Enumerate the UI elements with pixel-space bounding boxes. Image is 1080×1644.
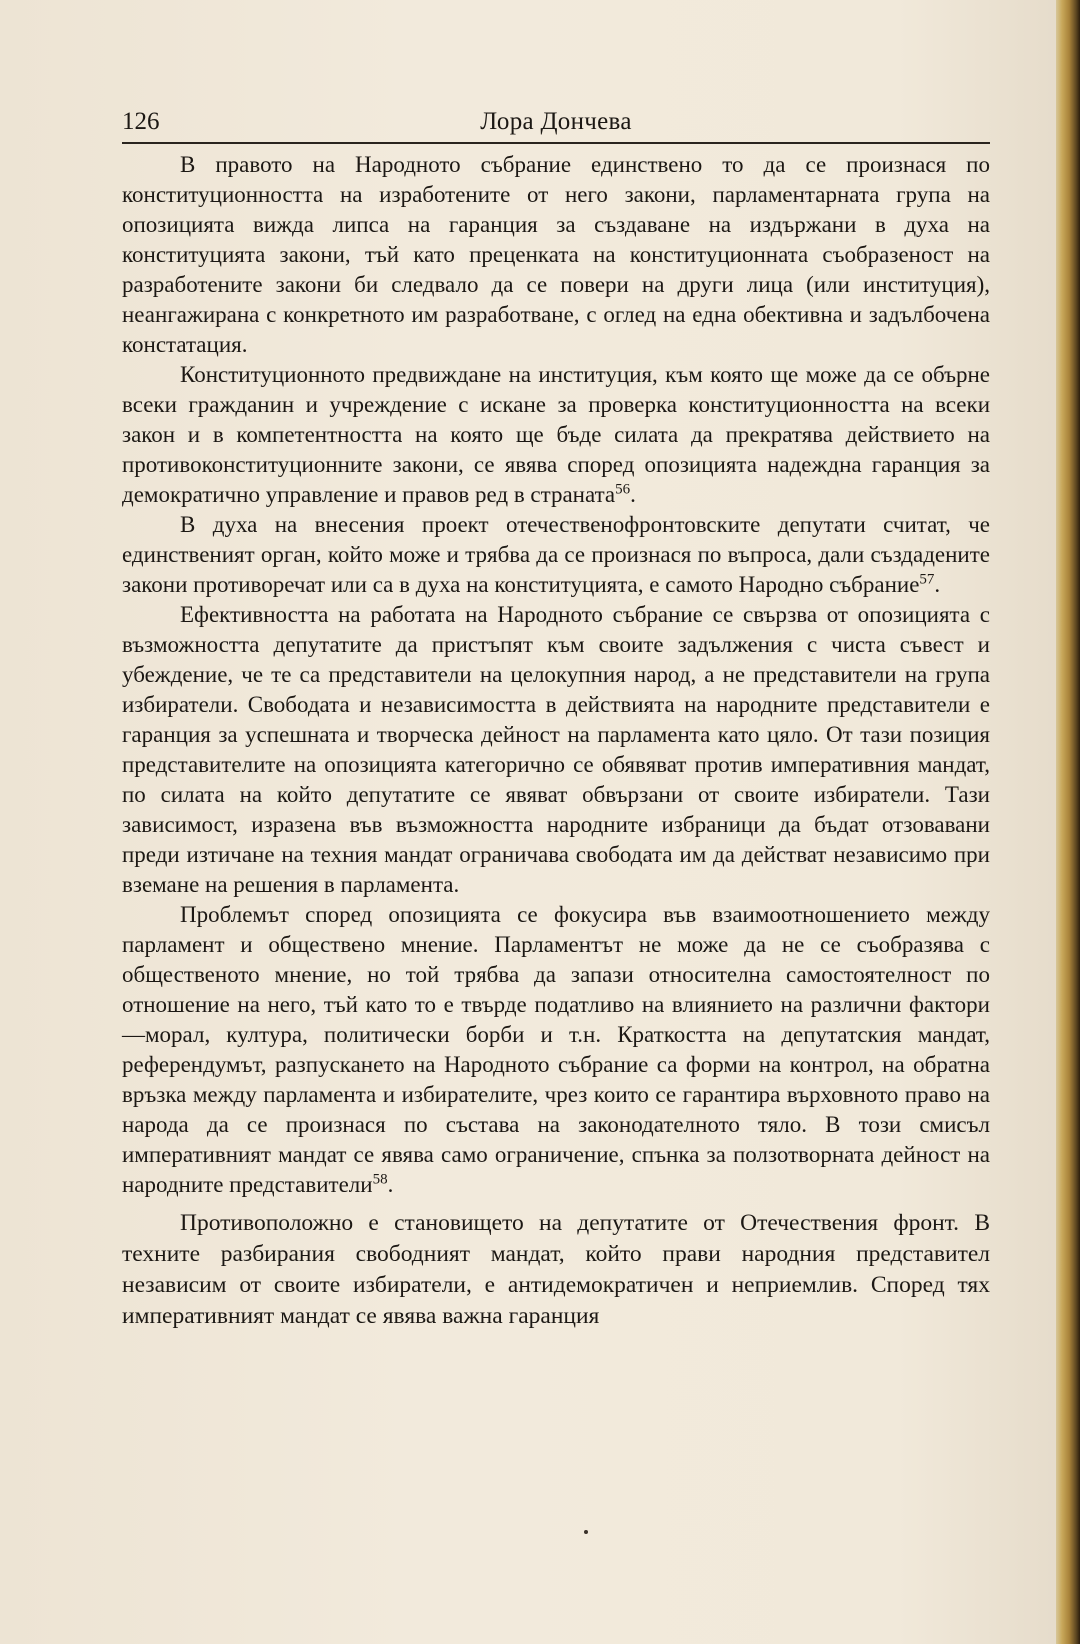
paragraph [122, 1208, 990, 1332]
paragraph-text: Проблемът според опозицията се фокусира във взаимоотношението между парламент и обществено мнение. Парламентът не може да не се съобразява с общественото мнение, но той трябва да запази относителна самостоятелност по отношение на него, тъй като то е твърде податливо на влиянието на различни фактори —морал, култура, политически борби и т.н. Краткостта на депутатския мандат, референдумът, разпускането на Народното събрание са форми на контрол, на обратна връзка между парламента и избирателите, чрез които се гарантира върховното право на народа да се произнася по състава на законодателното тяло. В този смисъл императивният мандат се явява само ограничение, спънка за ползотворната дейност на народните представители [122, 902, 990, 1197]
paragraph-text: Противоположно е становището на депутатите от Отечествения фронт. В техните разбирания свободният мандат, който прави народния представител независим от своите избиратели, е антидемократичен и неприемлив. Според тях императивният мандат се явява важна гаранция [122, 1210, 990, 1329]
paragraph-end-punctuation: . [387, 1172, 394, 1197]
paragraph [122, 150, 990, 360]
footnote-marker: 58 [372, 1171, 388, 1188]
running-head-author: Лора Дончева [480, 108, 632, 135]
print-speck [584, 1530, 588, 1534]
paragraph [122, 900, 990, 1200]
running-head [122, 104, 990, 140]
paragraph-text: В правото на Народното събрание единствено то да се произнася по конституционността на изработените от него закони, парламентарната група на опозицията вижда липса на гаранция за създаване на издържани в духа на конституцията закони, тъй като преценката на конституционната съобразеност на разработените закони би следвало да се повери на други лица (или институция), неангажирана с конкретното им разработване, с оглед на една обективна и задълбочена констатация. [122, 152, 990, 357]
paragraph-text: В духа на внесения проект отечественофронтовските депутати считат, че единственият орган, който може и трябва да се произнася по въпроса, дали създадените закони противоречат или са в духа на конституцията, е самото Народно събрание [122, 512, 990, 597]
footnote-marker: 57 [919, 571, 935, 588]
body-text [122, 150, 990, 1332]
paragraph [122, 600, 990, 900]
paragraph [122, 510, 990, 600]
book-spine-edge [1056, 0, 1080, 1644]
header-rule [122, 142, 990, 144]
paragraph [122, 360, 990, 510]
paragraph-end-punctuation: . [630, 482, 636, 507]
paragraph-end-punctuation: . [934, 572, 941, 597]
footnote-marker: 56 [615, 481, 631, 498]
paragraph-text: Ефективността на работата на Народното събрание се свързва от опозицията с възможността депутатите да пристъпят към своите задължения с чиста съвест и убеждение, че те са представители на целокупния народ, а не представители на група избиратели. Свободата и независимостта в действията на народните представители е гаранция за успешната и творческа дейност на парламента като цяло. От тази позиция представителите на опозицията категорично се обявяват против императивния мандат, по силата на който депутатите се явяват обвързани от своите избиратели. Тази зависимост, изразена във възможността народните избраници да бъдат отзовавани преди изтичане на техния мандат ограничава свободата им да действат независимо при вземане на решения в парламента. [122, 602, 990, 897]
page-number: 126 [122, 108, 160, 135]
paragraph-text: Конституционното предвиждане на институция, към която ще може да се обърне всеки гражданин и учреждение с искане за проверка конституционността на всеки закон и в компетентността на която ще бъде силата да прекратява действието на противоконституционните закони, се явява според опозицията надеждна гаранция за демократично управление и правов ред в страната [122, 362, 990, 507]
